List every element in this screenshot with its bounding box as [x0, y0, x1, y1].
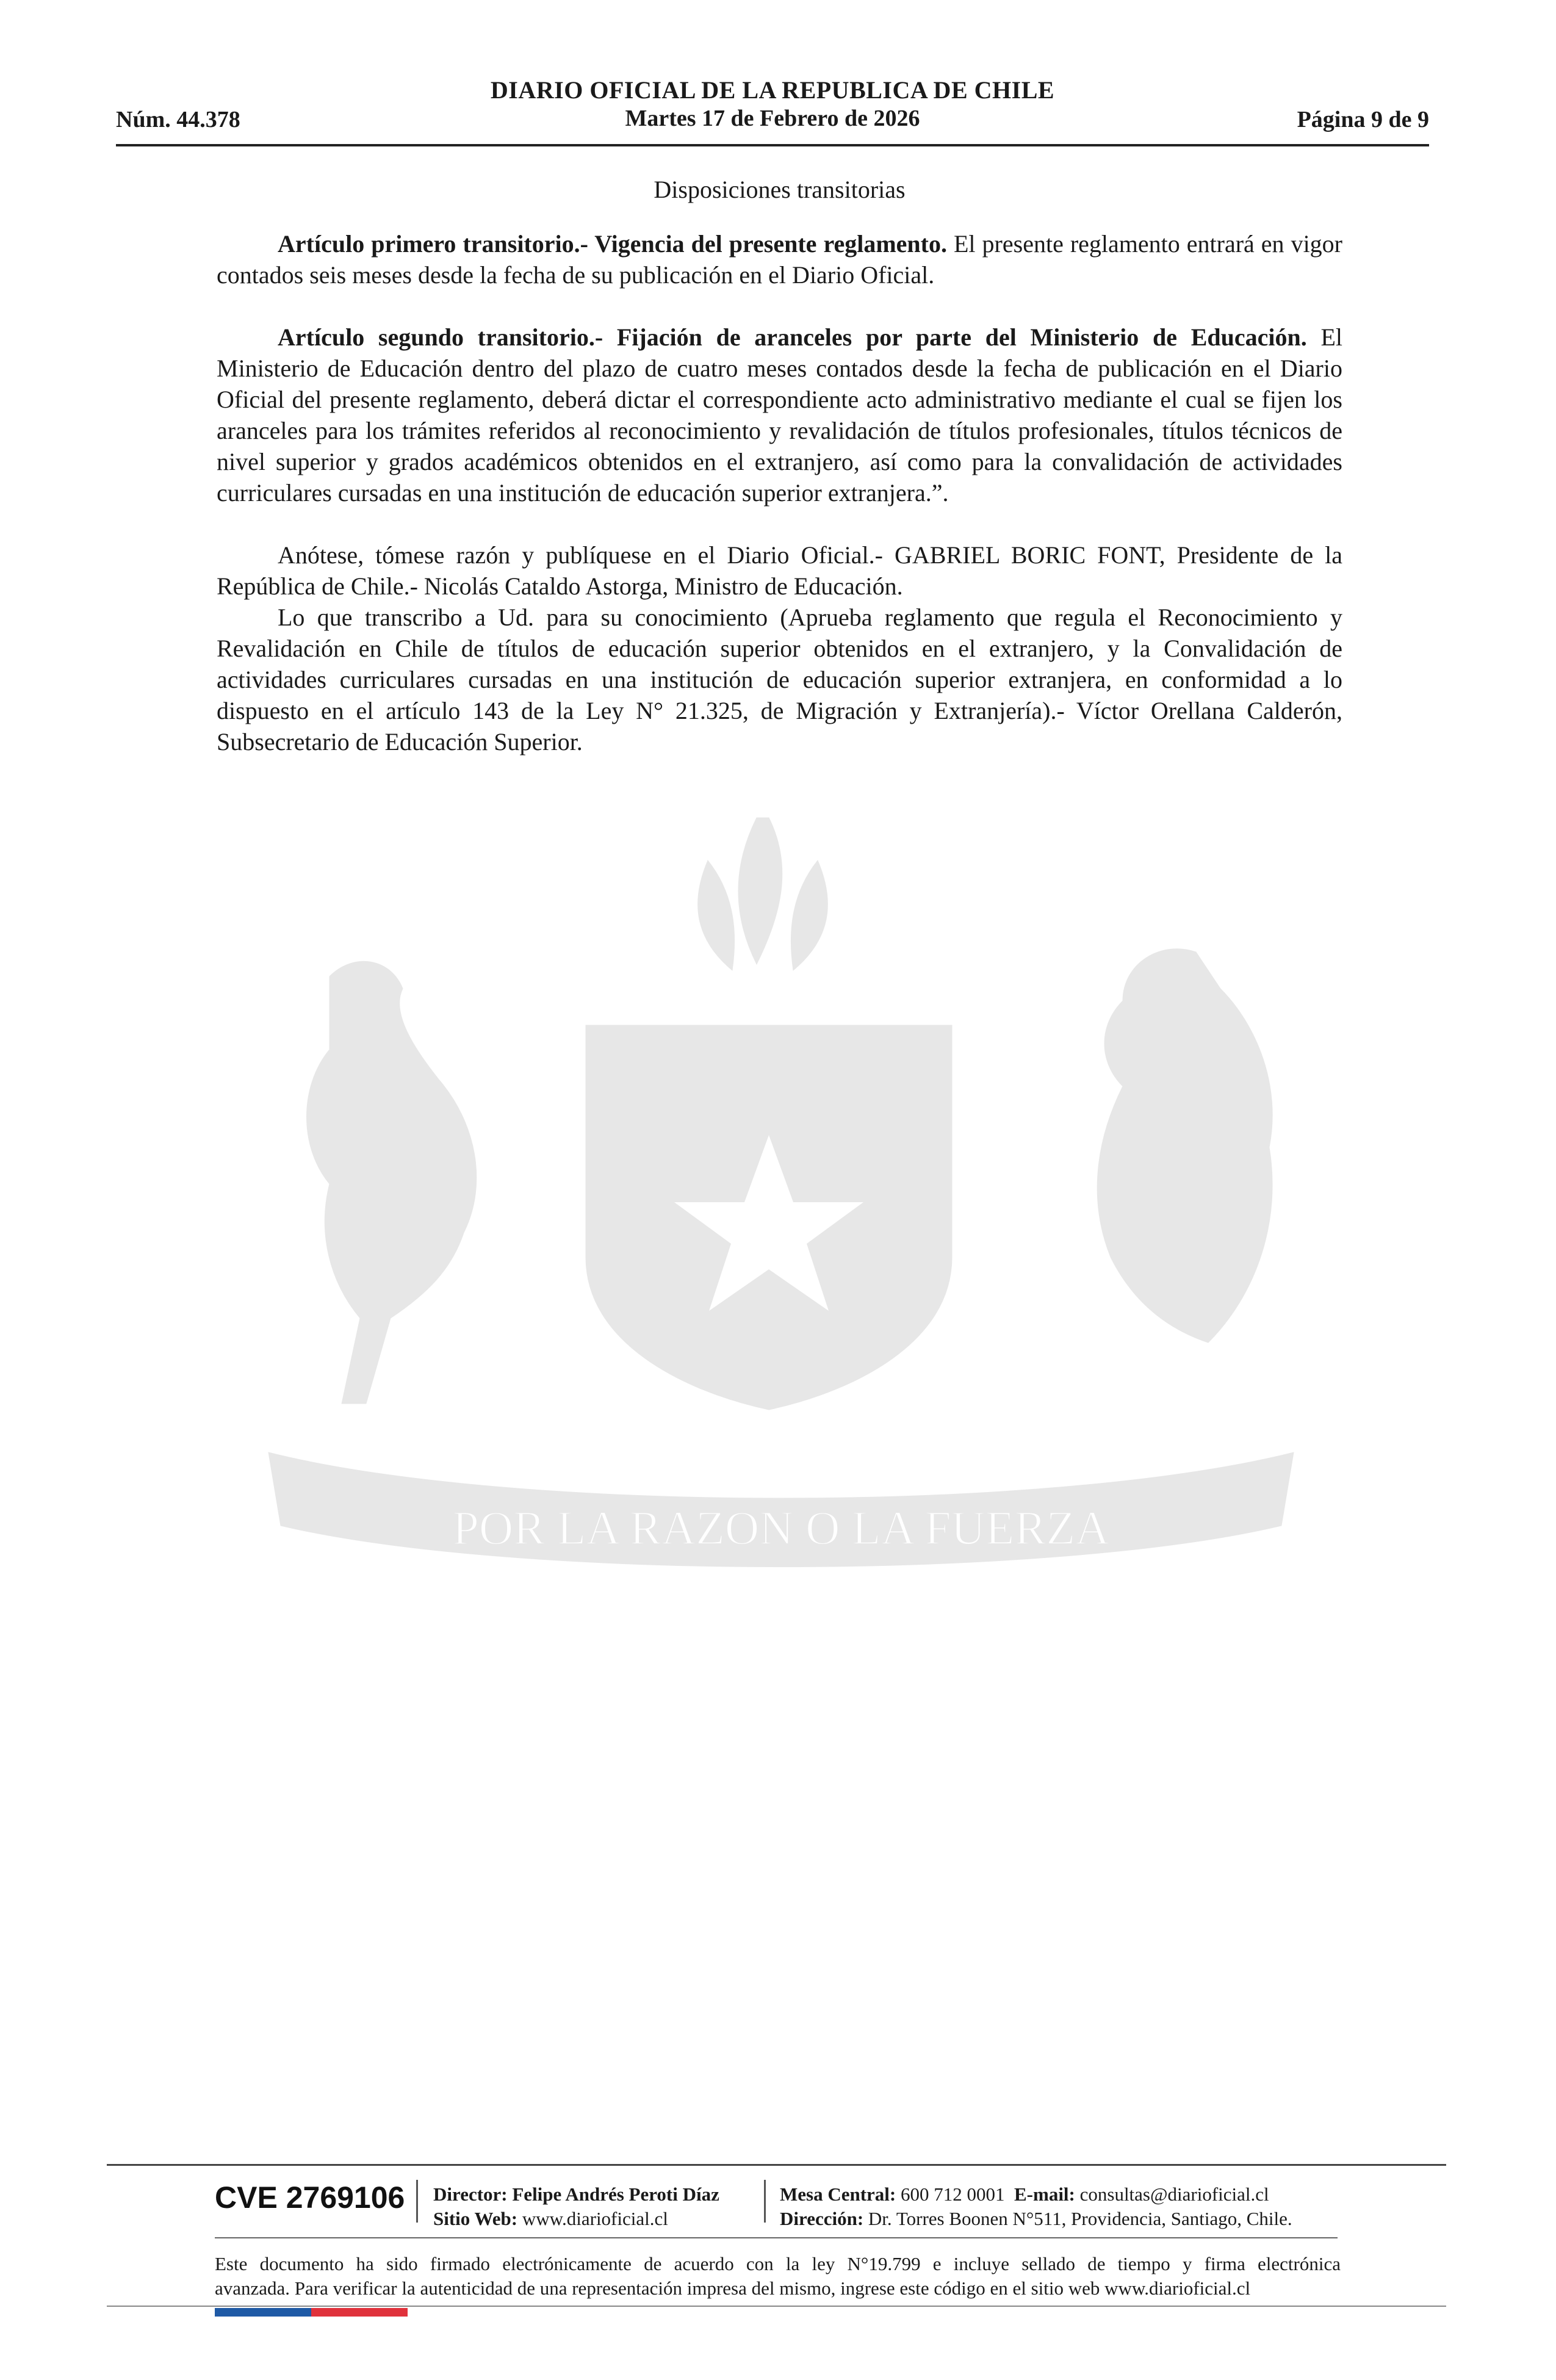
article-body: El presente reglamento entrará en vigor contados seis meses desde la fecha de su publicación en el Diario Oficial.	[217, 230, 1342, 289]
phone-label: Mesa Central:	[780, 2183, 896, 2205]
legal-notice-line: avanzada. Para verificar la autenticidad de una representación impresa del mismo, ingrese este código en el sitio web www.diarioficial.cl	[215, 2277, 1251, 2299]
phone-value: 600 712 0001	[901, 2183, 1005, 2205]
legal-notice	[215, 2252, 1341, 2301]
section-title: Disposiciones transitorias	[654, 176, 906, 203]
plume-shape	[738, 818, 782, 964]
footer-divider	[107, 2164, 1446, 2166]
footer-divider	[107, 2306, 1446, 2307]
transcription-paragraph: Lo que transcribo a Ud. para su conocimiento (Aprueba reglamento que regula el Reconocimiento y Revalidación en Chile de títulos de educación superior obtenidos en el extranjero, y la Convalidación de actividades curriculares cursadas en una institución de educación superior extranjera, en conformidad a lo dispuesto en el artículo 143 de la Ley N° 21.325, de Migración y Extranjería).- Víctor Orellana Calderón, Subsecretario de Educación Superior.	[217, 604, 1342, 755]
plume-shape	[698, 860, 735, 970]
flag-stripe-blue	[215, 2308, 311, 2317]
flag-stripe-red	[311, 2308, 408, 2317]
footer-separator	[416, 2180, 418, 2223]
web-label: Sitio Web:	[433, 2208, 518, 2229]
email-link[interactable]: consultas@diarioficial.cl	[1079, 2183, 1269, 2205]
footer-director-block	[433, 2182, 719, 2231]
legal-notice-line: Este documento ha sido firmado electrónicamente de acuerdo con la ley N°19.799 e incluye sellado de tiempo y firma electrónica	[215, 2253, 1341, 2274]
document-body	[217, 174, 1342, 757]
footer-divider	[215, 2237, 1338, 2238]
coat-of-arms-motto: POR LA RAZON O LA FUERZA	[452, 1501, 1110, 1554]
issue-number: Núm. 44.378	[116, 107, 240, 132]
web-link[interactable]: www.diarioficial.cl	[522, 2208, 668, 2229]
article-heading: Artículo primero transitorio.- Vigencia del presente reglamento.	[278, 230, 947, 258]
article-first-transitory	[217, 228, 1342, 290]
page-header	[116, 74, 1429, 146]
huemul-shape	[307, 961, 477, 1404]
footer-contact-block	[780, 2182, 1292, 2231]
coat-of-arms-watermark	[207, 793, 1355, 1599]
signature-paragraph: Anótese, tómese razón y publíquese en el Diario Oficial.- GABRIEL BORIC FONT, Presidente de la República de Chile.- Nicolás Cataldo Astorga, Ministro de Educación.	[217, 541, 1342, 600]
publication-date: Martes 17 de Febrero de 2026	[625, 106, 920, 131]
article-heading: Artículo segundo transitorio.- Fijación de aranceles por parte del Ministerio de Educación.	[278, 323, 1307, 351]
article-body: El Ministerio de Educación dentro del plazo de cuatro meses contados desde la fecha de publicación en el Diario Oficial del presente reglamento, deberá dictar el correspondiente acto administrativo mediante el cual se fijen los aranceles para los trámites referidos al reconocimiento y revalidación de títulos profesionales, títulos técnicos de nivel superior y grados académicos obtenidos en el extranjero, así como para la convalidación de actividades curriculares cursadas en una institución de educación superior extranjera.”.	[217, 323, 1342, 507]
cve-code: CVE 2769106	[215, 2180, 405, 2215]
address-value: Dr. Torres Boonen N°511, Providencia, Santiago, Chile.	[868, 2208, 1292, 2229]
director-label: Director:	[433, 2183, 508, 2205]
condor-shape	[1097, 949, 1272, 1343]
plume-shape	[791, 860, 827, 970]
page-number: Página 9 de 9	[1297, 107, 1429, 132]
address-label: Dirección:	[780, 2208, 864, 2229]
publication-title: DIARIO OFICIAL DE LA REPUBLICA DE CHILE	[490, 76, 1055, 104]
article-second-transitory	[217, 322, 1342, 508]
email-label: E-mail:	[1014, 2183, 1075, 2205]
footer-separator	[764, 2180, 766, 2223]
director-name: Felipe Andrés Peroti Díaz	[512, 2183, 719, 2205]
